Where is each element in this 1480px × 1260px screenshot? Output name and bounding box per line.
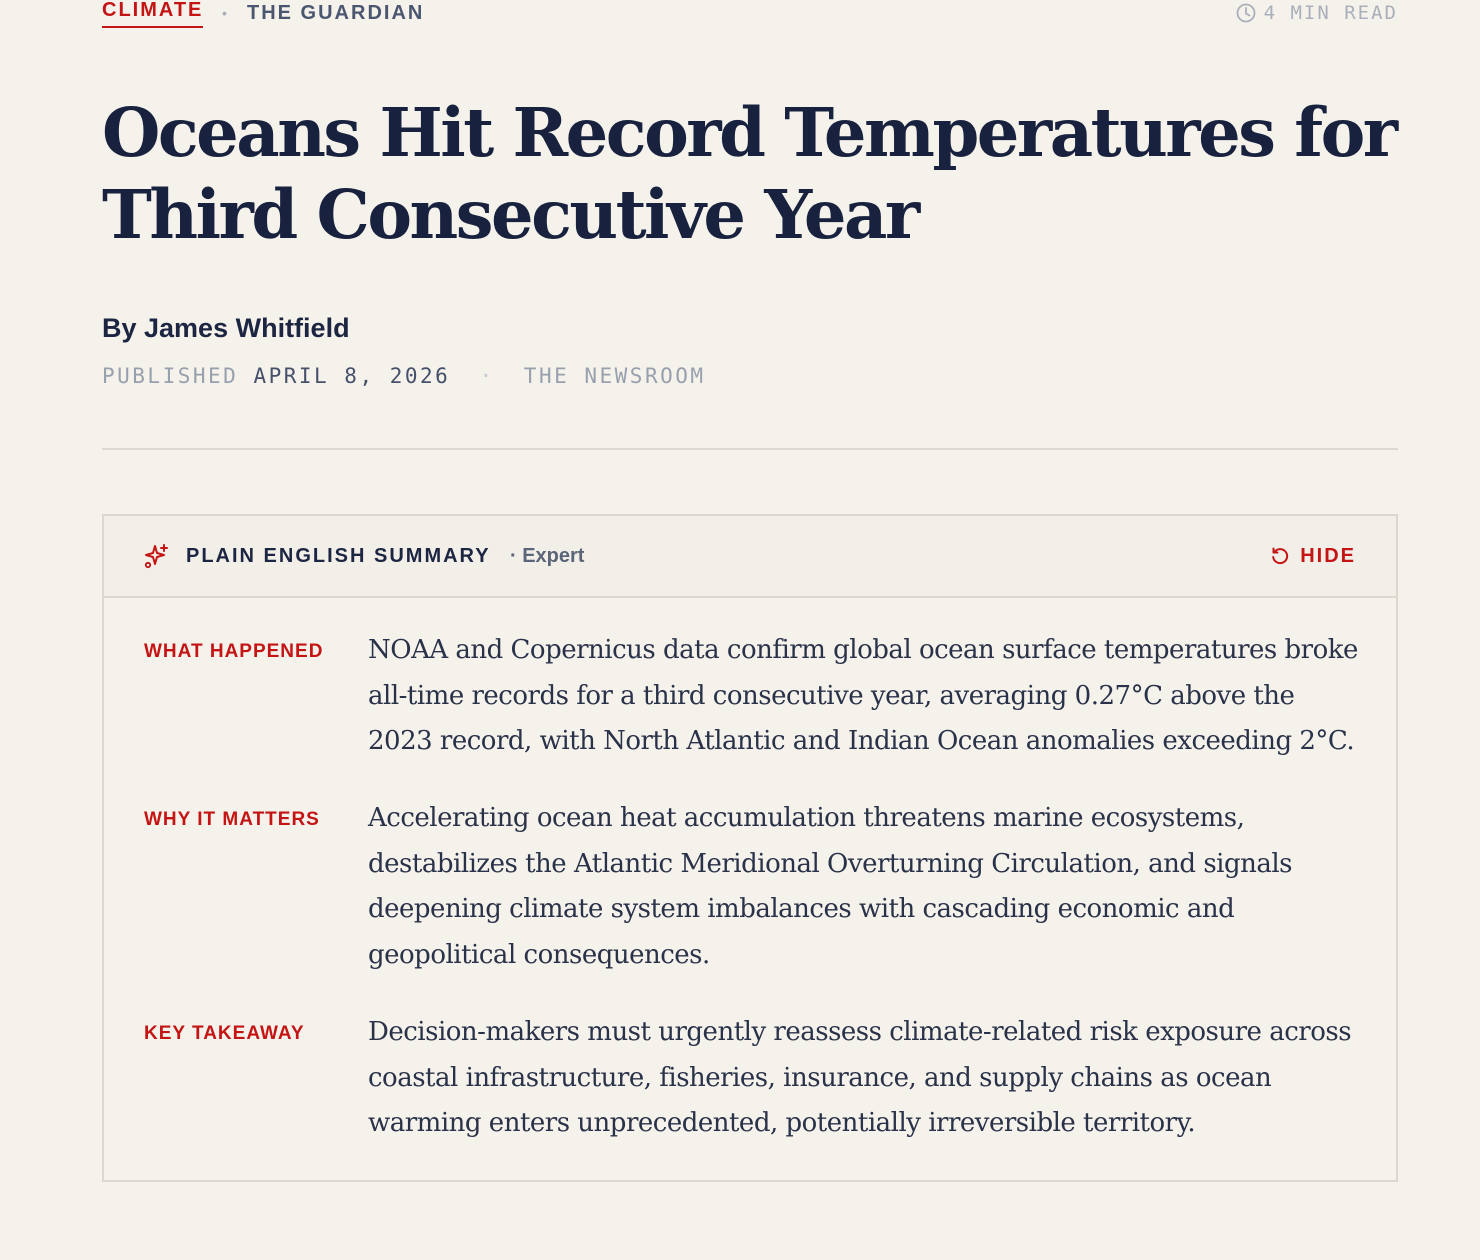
read-time	[1236, 1, 1398, 25]
summary-title: PLAIN ENGLISH SUMMARY	[186, 545, 491, 567]
published-label: PUBLISHED	[102, 364, 239, 388]
header-divider	[102, 448, 1398, 450]
dot-separator: ·	[479, 364, 495, 388]
published-line	[102, 362, 706, 390]
hide-summary-button[interactable]	[1270, 542, 1356, 570]
summary-row-label: WHAT HAPPENED	[144, 641, 324, 662]
section-tag-link[interactable]: CLIMATE	[102, 0, 203, 28]
summary-row-text: NOAA and Copernicus data confirm global ocean surface temperatures broke all-time records for a third consecutive year, averaging 0.27°C above the 2023 record, with North Atlantic and Indian Ocean anomalies exceeding 2°C.	[368, 635, 1358, 756]
reset-icon	[1270, 546, 1290, 566]
summary-level-badge[interactable]: · Expert	[510, 545, 585, 567]
sparkle-icon	[144, 543, 170, 569]
article-byline: By James Whitfield	[102, 313, 350, 343]
clock-icon	[1236, 3, 1256, 23]
article-page	[102, 0, 1398, 1138]
source-name: THE GUARDIAN	[247, 2, 425, 24]
article-headline: Oceans Hit Record Temperatures for Third Consecutive Year	[102, 93, 1396, 254]
hide-label: HIDE	[1300, 545, 1356, 567]
summary-row-label: KEY TAKEAWAY	[144, 1023, 305, 1044]
read-time-label: 4 MIN READ	[1263, 2, 1398, 24]
article-topline	[102, 0, 1398, 32]
published-date: APRIL 8, 2026	[253, 364, 451, 388]
summary-row-label: WHY IT MATTERS	[144, 809, 320, 830]
summary-header	[104, 516, 1396, 598]
summary-row-text: Decision-makers must urgently reassess climate-related risk exposure across coastal infrastructure, fisheries, insurance, and supply chains as ocean warming enters unprecedented, potentially irreversible territory.	[368, 1017, 1352, 1138]
desk-name: THE NEWSROOM	[523, 364, 706, 388]
summary-row-text: Accelerating ocean heat accumulation threatens marine ecosystems, destabilizes the Atlantic Meridional Overturning Circulation, and signals deepening climate system imbalances with cascading economic and geopolitical consequences.	[368, 803, 1293, 970]
dot-separator: •	[222, 5, 227, 21]
plain-english-summary-card	[102, 514, 1398, 1182]
